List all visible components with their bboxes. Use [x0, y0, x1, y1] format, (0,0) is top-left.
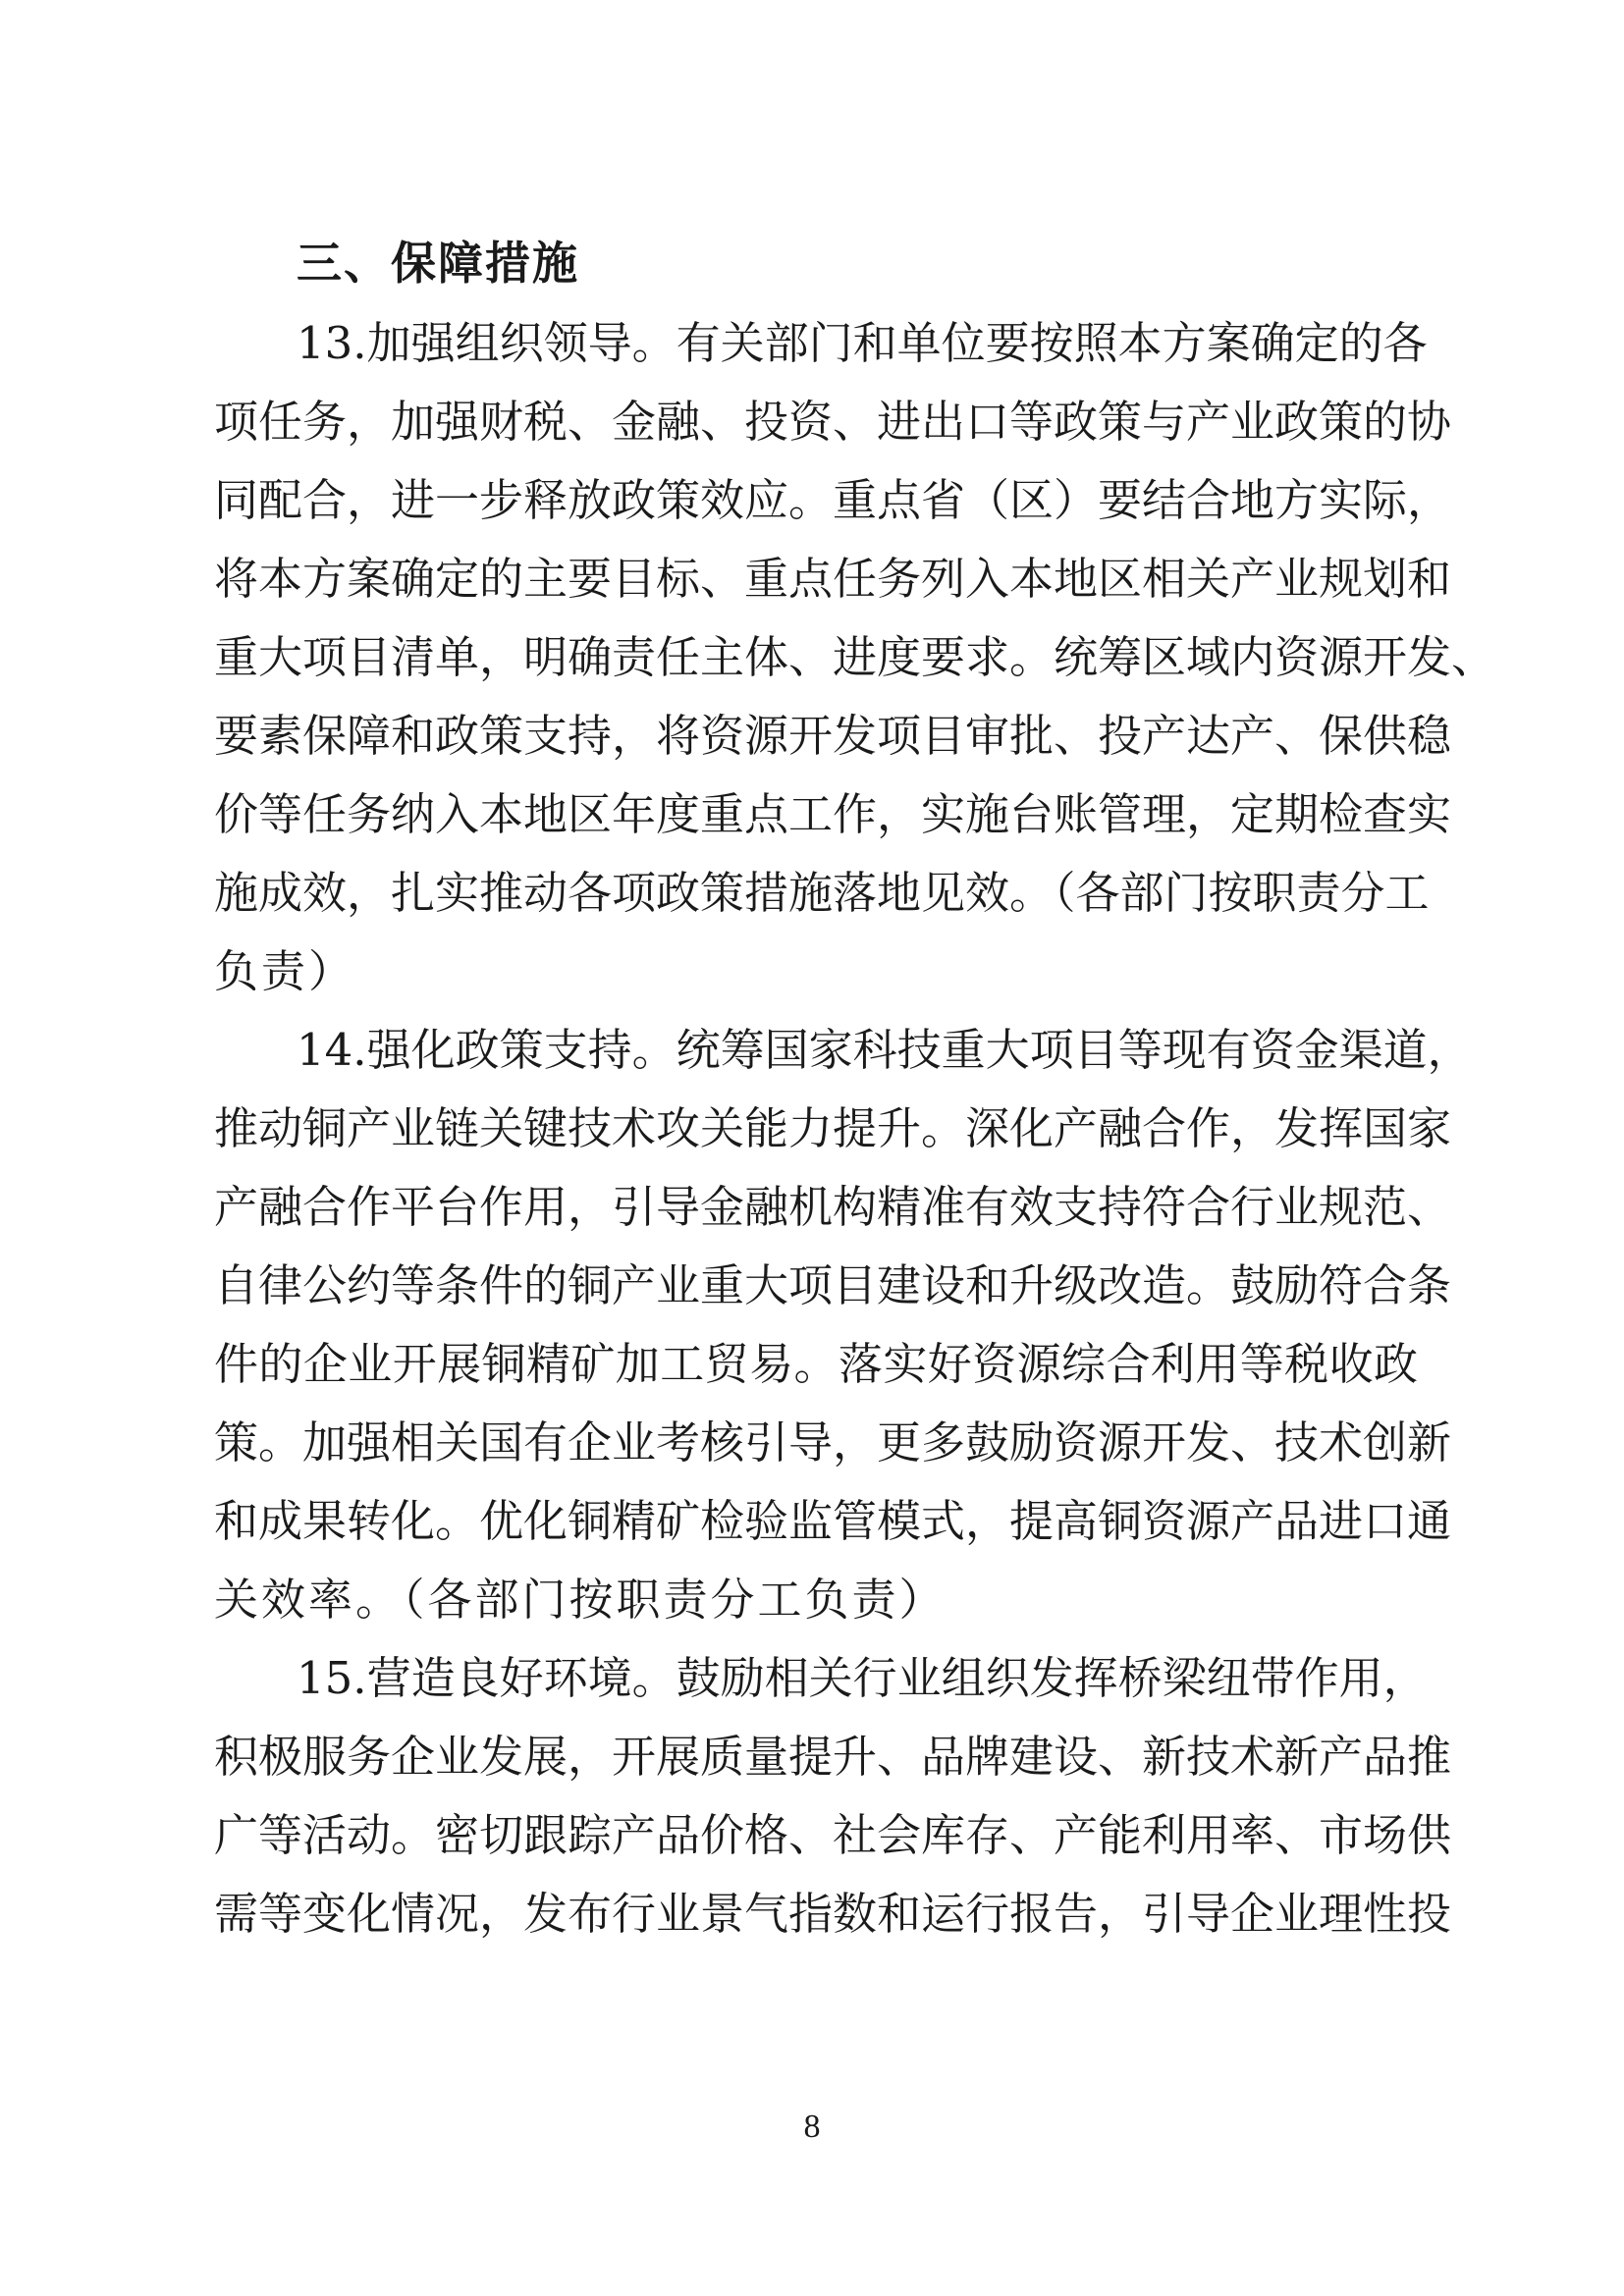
- paragraph-line: 自律公约等条件的铜产业重大项目建设和升级改造。鼓励符合条: [214, 1259, 1452, 1311]
- paragraph-line: 推动铜产业链关键技术攻关能力提升。深化产融合作，发挥国家: [214, 1102, 1452, 1154]
- paragraph-line: 关效率。（各部门按职责分工负责）: [214, 1574, 947, 1626]
- paragraph-line: 件的企业开展铜精矿加工贸易。落实好资源综合利用等税收政: [214, 1338, 1418, 1390]
- section-heading: 三、保障措施: [297, 237, 579, 290]
- paragraph-line: 和成果转化。优化铜精矿检验监管模式，提高铜资源产品进口通: [214, 1495, 1452, 1547]
- paragraph-line: 13.加强组织领导。有关部门和单位要按照本方案确定的各: [297, 317, 1428, 369]
- paragraph-line: 14.强化政策支持。统筹国家科技重大项目等现有资金渠道，: [297, 1024, 1472, 1076]
- paragraph-line: 同配合，进一步释放政策效应。重点省（区）要结合地方实际，: [214, 474, 1452, 526]
- paragraph-line: 将本方案确定的主要目标、重点任务列入本地区相关产业规划和: [214, 553, 1452, 605]
- paragraph-line: 项任务，加强财税、金融、投资、进出口等政策与产业政策的协: [214, 396, 1452, 448]
- paragraph-line: 重大项目清单，明确责任主体、进度要求。统筹区域内资源开发、: [214, 631, 1496, 683]
- paragraph-line: 策。加强相关国有企业考核引导，更多鼓励资源开发、技术创新: [214, 1416, 1452, 1468]
- paragraph-line: 负责）: [214, 945, 356, 997]
- paragraph-line: 产融合作平台作用，引导金融机构精准有效支持符合行业规范、: [214, 1181, 1452, 1233]
- paragraph-line: 积极服务企业发展，开展质量提升、品牌建设、新技术新产品推: [214, 1731, 1452, 1783]
- paragraph-line: 需等变化情况，发布行业景气指数和运行报告，引导企业理性投: [214, 1888, 1452, 1940]
- paragraph-line: 施成效，扎实推动各项政策措施落地见效。（各部门按职责分工: [214, 867, 1430, 919]
- paragraph-line: 要素保障和政策支持，将资源开发项目审批、投产达产、保供稳: [214, 710, 1452, 762]
- paragraph-line: 广等活动。密切跟踪产品价格、社会库存、产能利用率、市场供: [214, 1809, 1452, 1861]
- paragraph-line: 价等任务纳入本地区年度重点工作，实施台账管理，定期检查实: [214, 788, 1452, 840]
- page-number: 8: [803, 2109, 821, 2145]
- paragraph-line: 15.营造良好环境。鼓励相关行业组织发挥桥梁纽带作用，: [297, 1652, 1428, 1704]
